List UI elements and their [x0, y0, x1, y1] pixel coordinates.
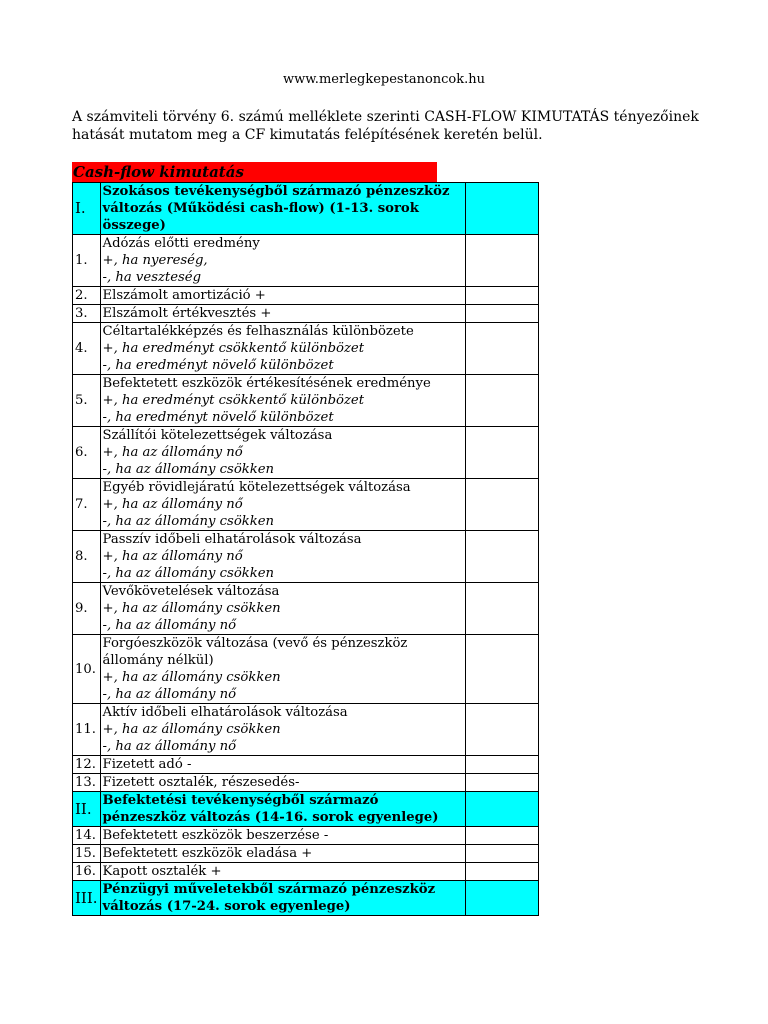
- table-row: [73, 287, 539, 305]
- row-value-cell: [465, 635, 538, 704]
- table-row: [73, 235, 539, 287]
- row-sign-rule: +, ha eredményt csökkentő különbözet: [102, 393, 364, 408]
- row-value-cell: [465, 531, 538, 583]
- row-number: 6.: [73, 427, 101, 479]
- table-row: [73, 704, 539, 756]
- intro-paragraph: A számviteli törvény 6. számú melléklete szerinti CASH-FLOW KIMUTATÁS tényezőinek hatását mutatom meg a CF kimutatás felépítésének keretén belül.: [72, 109, 699, 143]
- row-number: 3.: [73, 305, 101, 323]
- row-number: I.: [73, 183, 101, 235]
- table-row: [73, 863, 539, 881]
- row-value-cell: [465, 323, 538, 375]
- row-label: Elszámolt értékvesztés +: [102, 306, 272, 321]
- row-number: 10.: [73, 635, 101, 704]
- cash-flow-table: [72, 182, 539, 916]
- row-label: Szállítói kötelezettségek változása: [102, 428, 333, 443]
- row-value-cell: [465, 881, 538, 916]
- row-sign-rule: -, ha eredményt növelő különbözet: [102, 410, 334, 425]
- row-number: 13.: [73, 774, 101, 792]
- row-description: [100, 305, 465, 323]
- row-value-cell: [465, 827, 538, 845]
- section-header-row: [73, 183, 539, 235]
- row-description: [100, 756, 465, 774]
- row-label: Elszámolt amortizáció +: [102, 288, 266, 303]
- row-number: 15.: [73, 845, 101, 863]
- row-sign-rule: +, ha az állomány nő: [102, 445, 243, 460]
- row-sign-rule: -, ha az állomány csökken: [102, 462, 275, 477]
- row-value-cell: [465, 845, 538, 863]
- row-sign-rule: +, ha az állomány nő: [102, 549, 243, 564]
- row-description: [100, 704, 465, 756]
- table-row: [73, 427, 539, 479]
- table-row: [73, 845, 539, 863]
- row-sign-rule: -, ha az állomány csökken: [102, 514, 275, 529]
- row-value-cell: [465, 427, 538, 479]
- table-row: [73, 635, 539, 704]
- row-sign-rule: +, ha eredményt csökkentő különbözet: [102, 341, 364, 356]
- row-description: [100, 531, 465, 583]
- row-sign-rule: -, ha az állomány nő: [102, 618, 237, 633]
- row-label: Pénzügyi műveletekből származó pénzeszköz változás (17-24. sorok egyenlege): [102, 882, 436, 914]
- row-sign-rule: +, ha az állomány csökken: [102, 670, 281, 685]
- row-number: 4.: [73, 323, 101, 375]
- table-row: [73, 583, 539, 635]
- row-description: [100, 375, 465, 427]
- row-description: [100, 845, 465, 863]
- row-sign-rule: -, ha az állomány csökken: [102, 566, 275, 581]
- row-value-cell: [465, 375, 538, 427]
- row-label: Befektetett eszközök eladása +: [102, 846, 313, 861]
- row-description: [100, 583, 465, 635]
- row-number: 1.: [73, 235, 101, 287]
- section-header-row: [73, 881, 539, 916]
- row-value-cell: [465, 583, 538, 635]
- row-value-cell: [465, 183, 538, 235]
- row-sign-rule: +, ha az állomány csökken: [102, 722, 281, 737]
- table-row: [73, 479, 539, 531]
- row-value-cell: [465, 235, 538, 287]
- row-description: [100, 235, 465, 287]
- section-header-row: [73, 792, 539, 827]
- row-label: Forgóeszközök változása (vevő és pénzeszköz állomány nélkül): [102, 636, 408, 668]
- row-number: 2.: [73, 287, 101, 305]
- row-label: Vevőkövetelések változása: [102, 584, 280, 599]
- row-sign-rule: -, ha eredményt növelő különbözet: [102, 358, 334, 373]
- row-label: Kapott osztalék +: [102, 864, 222, 879]
- row-label: Egyéb rövidlejáratú kötelezettségek változása: [102, 480, 411, 495]
- row-value-cell: [465, 287, 538, 305]
- row-description: [100, 427, 465, 479]
- table-row: [73, 305, 539, 323]
- table-row: [73, 323, 539, 375]
- row-number: 9.: [73, 583, 101, 635]
- row-number: 8.: [73, 531, 101, 583]
- cash-flow-title: Cash-flow kimutatás: [72, 162, 437, 182]
- row-description: [100, 183, 465, 235]
- header-url: www.merlegkepestanoncok.hu: [282, 72, 486, 87]
- row-label: Szokásos tevékenységből származó pénzeszköz változás (Működési cash-flow) (1-13. sorok összege): [102, 184, 450, 233]
- row-number: 12.: [73, 756, 101, 774]
- row-value-cell: [465, 305, 538, 323]
- row-number: III.: [73, 881, 101, 916]
- row-description: [100, 323, 465, 375]
- row-number: 11.: [73, 704, 101, 756]
- row-label: Adózás előtti eredmény: [102, 236, 260, 251]
- row-description: [100, 792, 465, 827]
- table-row: [73, 375, 539, 427]
- row-sign-rule: +, ha az állomány csökken: [102, 601, 281, 616]
- row-description: [100, 881, 465, 916]
- row-value-cell: [465, 756, 538, 774]
- row-value-cell: [465, 863, 538, 881]
- row-description: [100, 635, 465, 704]
- row-label: Céltartalékképzés és felhasználás különbözete: [102, 324, 414, 339]
- row-number: 16.: [73, 863, 101, 881]
- row-number: II.: [73, 792, 101, 827]
- row-label: Befektetési tevékenységből származó pénzeszköz változás (14-16. sorok egyenlege): [102, 793, 439, 825]
- row-sign-rule: -, ha veszteség: [102, 270, 202, 285]
- row-label: Befektetett eszközök értékesítésének eredménye: [102, 376, 431, 391]
- row-label: Passzív időbeli elhatárolások változása: [102, 532, 362, 547]
- row-description: [100, 479, 465, 531]
- cash-flow-table-body: [73, 183, 539, 916]
- row-label: Fizetett adó -: [102, 757, 192, 772]
- row-value-cell: [465, 479, 538, 531]
- row-number: 5.: [73, 375, 101, 427]
- table-row: [73, 531, 539, 583]
- row-description: [100, 827, 465, 845]
- row-label: Aktív időbeli elhatárolások változása: [102, 705, 348, 720]
- row-sign-rule: -, ha az állomány nő: [102, 687, 237, 702]
- row-value-cell: [465, 774, 538, 792]
- row-description: [100, 287, 465, 305]
- row-description: [100, 774, 465, 792]
- row-label: Fizetett osztalék, részesedés-: [102, 775, 300, 790]
- table-row: [73, 756, 539, 774]
- row-description: [100, 863, 465, 881]
- row-sign-rule: -, ha az állomány nő: [102, 739, 237, 754]
- row-number: 7.: [73, 479, 101, 531]
- row-value-cell: [465, 792, 538, 827]
- row-sign-rule: +, ha nyereség,: [102, 253, 208, 268]
- table-row: [73, 774, 539, 792]
- row-label: Befektetett eszközök beszerzése -: [102, 828, 329, 843]
- row-sign-rule: +, ha az állomány nő: [102, 497, 243, 512]
- table-row: [73, 827, 539, 845]
- row-value-cell: [465, 704, 538, 756]
- row-number: 14.: [73, 827, 101, 845]
